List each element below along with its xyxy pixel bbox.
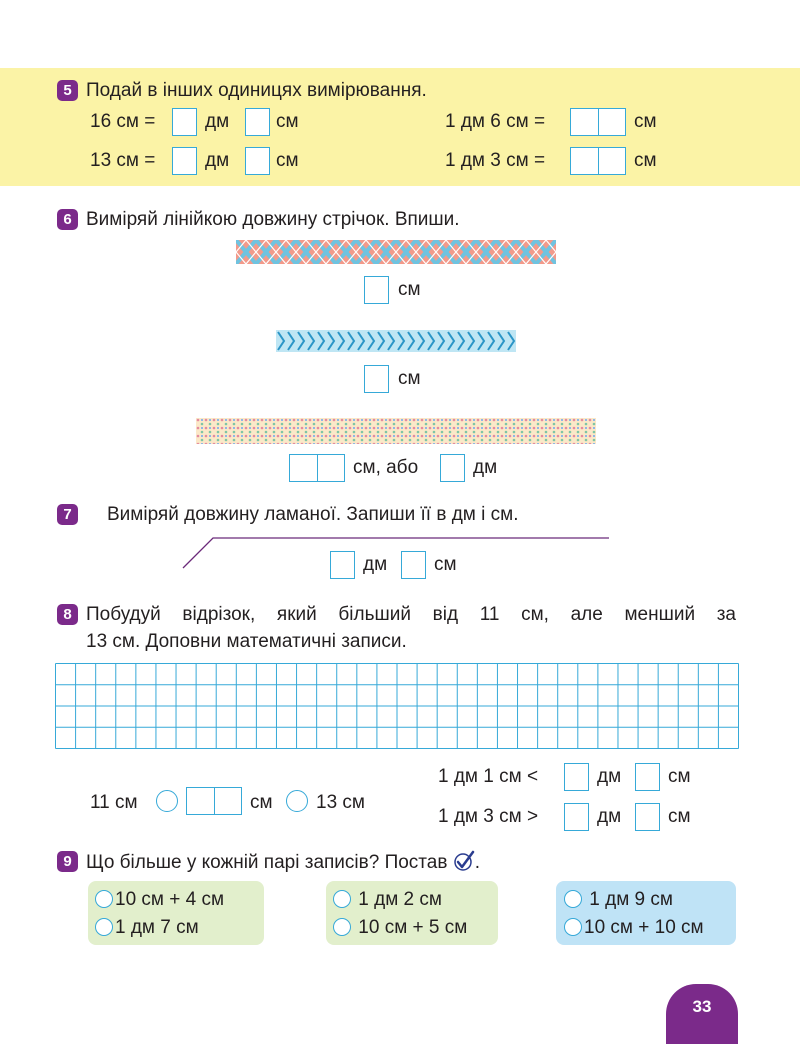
ex5-row1-right-unit: см [634,111,657,132]
exercise-9-number: 9 [57,851,78,872]
ex5-row2-right: 1 дм 3 см = [445,150,546,171]
ex8-row2-a: 1 дм 3 см > [438,806,539,827]
exercise-5-title: Подай в інших одиницях вимірювання. [86,80,427,101]
pair-2-panel [326,881,498,945]
pair-1-option-2[interactable] [95,915,199,941]
exercise-7-title: Виміряй довжину ламаної. Запиши її в дм і см. [107,504,519,525]
ex8-compare-circle-1[interactable] [156,790,178,812]
checkmark-icon [453,850,475,872]
ex5-row2-cm-label: см [276,150,299,171]
ex7-cm-input[interactable] [401,551,426,579]
ex8-length-input[interactable] [186,787,242,815]
ex8-left-a: 11 см [90,792,138,813]
exercise-5-number: 5 [57,80,78,101]
ex7-dm-input[interactable] [330,551,355,579]
exercise-7-number: 7 [57,504,78,525]
ex5-row2-right-input[interactable] [570,147,626,175]
ex8-row2-cm-label: см [668,806,691,827]
pair-1-option-2-circle[interactable] [95,918,113,936]
pair-3-option-2-circle[interactable] [564,918,582,936]
ex7-dm-label: дм [363,554,388,575]
drawing-grid[interactable] [55,663,739,749]
exercise-6-title: Виміряй лінійкою довжину стрічок. Впиши. [86,209,460,230]
pair-3-option-1[interactable] [564,887,673,913]
pair-1-option-1[interactable] [95,887,224,913]
ex5-row1-left: 16 см = [90,111,156,132]
ex8-row2-dm-input[interactable] [564,803,589,831]
ribbon-3 [196,418,596,444]
pair-3-option-1-circle[interactable] [564,890,582,908]
ex5-row1-dm-label: дм [205,111,230,132]
exercise-9-title: Що більше у кожній парі записів? Постав [86,852,448,873]
ex8-compare-circle-2[interactable] [286,790,308,812]
ex5-row2-left: 13 см = [90,150,156,171]
exercise-8-number: 8 [57,604,78,625]
ex5-row1-cm-label: см [276,111,299,132]
pair-2-option-1-circle[interactable] [333,890,351,908]
ex5-row1-right-input[interactable] [570,108,626,136]
ex8-row1-dm-label: дм [597,766,622,787]
pair-1-panel [88,881,264,945]
page-number: 33 [692,997,712,1016]
ex5-row2-dm-label: дм [205,150,230,171]
pair-2-option-2-label: 10 см + 5 см [358,917,468,938]
ex8-row1-dm-input[interactable] [564,763,589,791]
ribbon-3-unit-a: см, або [353,457,419,478]
ex8-row2-cm-input[interactable] [635,803,660,831]
ribbon-1-unit: см [398,279,421,300]
ex5-row1-dm-input[interactable] [172,108,197,136]
ex8-row1-cm-label: см [668,766,691,787]
exercise-8-title-line2: 13 см. Доповни математичні записи. [86,631,407,652]
exercise-6-number: 6 [57,209,78,230]
ex8-left-c: 13 см [316,792,365,813]
pair-2-option-1-label: 1 дм 2 см [358,889,442,910]
exercise-9-title-wrap [86,850,480,875]
ex5-row2-right-unit: см [634,150,657,171]
ex5-row1-cm-input[interactable] [245,108,270,136]
pair-2-option-2-circle[interactable] [333,918,351,936]
ex8-row1-a: 1 дм 1 см < [438,766,539,787]
pair-1-option-1-circle[interactable] [95,890,113,908]
ex5-row1-right: 1 дм 6 см = [445,111,546,132]
pair-3-option-2[interactable] [564,915,704,941]
pair-3-panel [556,881,736,945]
ex8-left-b: см [250,792,273,813]
pair-3-option-1-label: 1 дм 9 см [589,889,673,910]
ribbon-2-unit: см [398,368,421,389]
ribbon-3-dm-input[interactable] [440,454,465,482]
ribbon-1-cm-input[interactable] [364,276,389,304]
pair-1-option-2-label: 1 дм 7 см [115,917,199,938]
ribbon-1 [236,240,556,264]
pair-2-option-1[interactable] [333,887,442,913]
ex7-cm-label: см [434,554,457,575]
ribbon-3-cm-input[interactable] [289,454,345,482]
ribbon-2-cm-input[interactable] [364,365,389,393]
ex8-row2-dm-label: дм [597,806,622,827]
ribbon-2 [276,330,516,352]
pair-2-option-2[interactable] [333,915,467,941]
ribbon-3-unit-b: дм [473,457,498,478]
pair-1-option-1-label: 10 см + 4 см [115,889,225,910]
exercise-8-title-line1: Побудуй відрізок, який більший від 11 см, але менший за [86,604,736,625]
ex5-row2-dm-input[interactable] [172,147,197,175]
exercise-9-title-end: . [474,852,481,873]
ex5-row2-cm-input[interactable] [245,147,270,175]
broken-line [175,532,615,572]
ex8-row1-cm-input[interactable] [635,763,660,791]
pair-3-option-2-label: 10 см + 10 см [584,917,704,938]
